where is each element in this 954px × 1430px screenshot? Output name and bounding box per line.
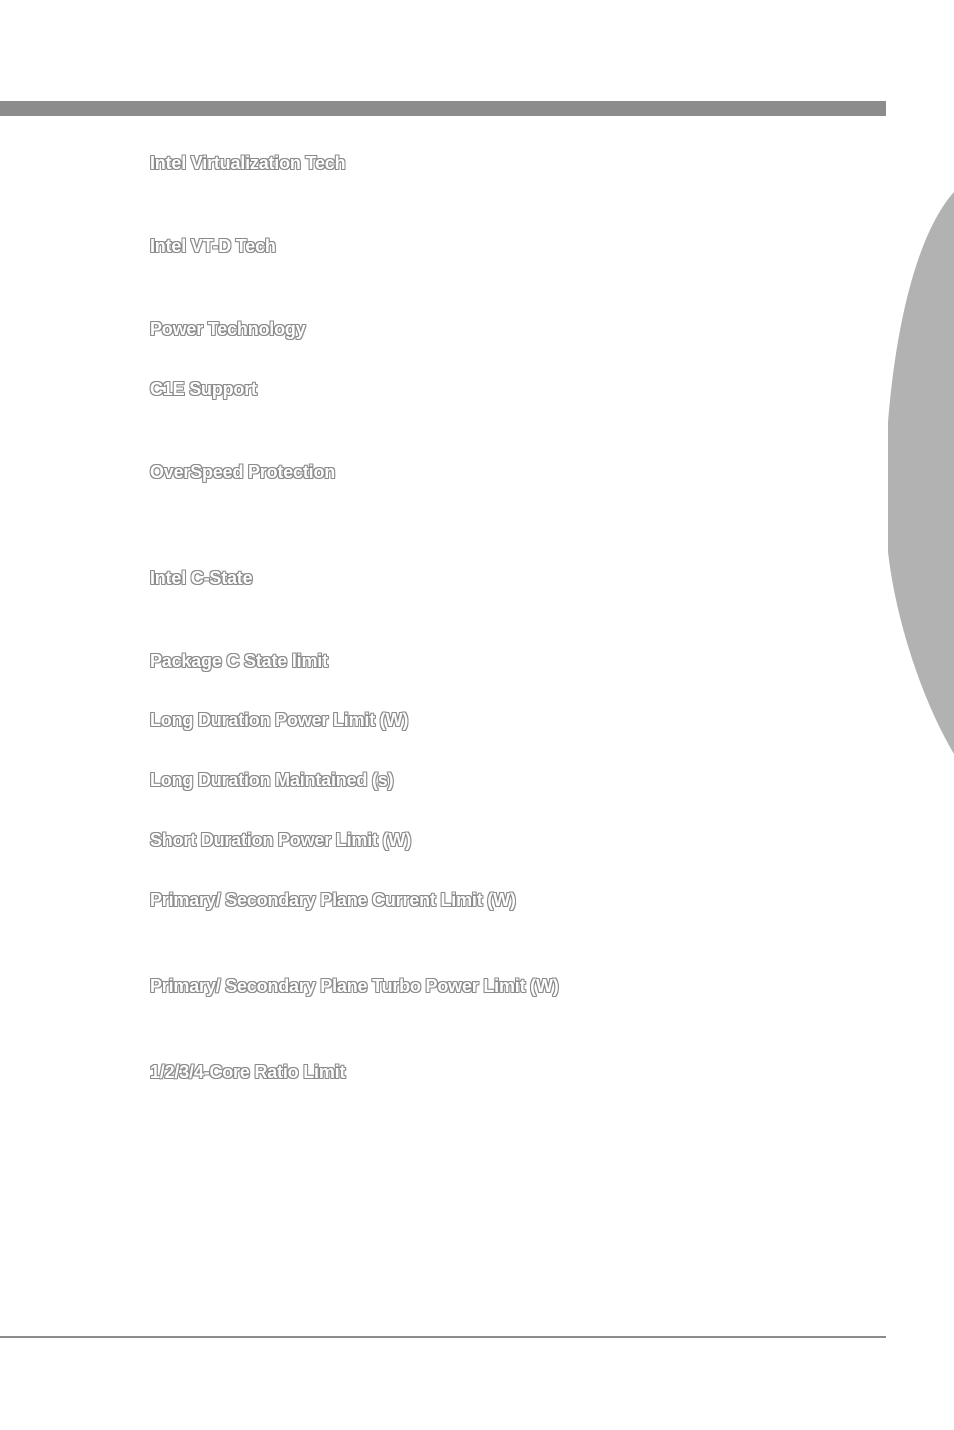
setting-long-duration-maintained: Long Duration Maintained (s) xyxy=(150,770,394,790)
setting-power-technology: Power Technology xyxy=(150,319,306,339)
setting-overspeed-protection: OverSpeed Protection xyxy=(150,462,336,482)
setting-long-duration-power-limit: Long Duration Power Limit (W) xyxy=(150,710,409,730)
setting-intel-c-state: Intel C-State xyxy=(150,568,253,588)
setting-plane-current-limit: Primary/ Secondary Plane Current Limit (W) xyxy=(150,890,516,910)
header-bar xyxy=(0,101,886,116)
setting-intel-vt-d-tech: Intel VT-D Tech xyxy=(150,236,276,256)
setting-c1e-support: C1E Support xyxy=(150,379,257,399)
setting-intel-virtualization-tech: Intel Virtualization Tech xyxy=(150,153,346,173)
setting-short-duration-power-limit: Short Duration Power Limit (W) xyxy=(150,830,411,850)
footer-rule xyxy=(0,1336,886,1338)
setting-plane-turbo-power-limit: Primary/ Secondary Plane Turbo Power Limit (W) xyxy=(150,976,559,996)
chapter-side-tab xyxy=(888,192,954,754)
setting-core-ratio-limit: 1/2/3/4-Core Ratio Limit xyxy=(150,1062,346,1082)
setting-package-c-state-limit: Package C State limit xyxy=(150,651,328,671)
side-tab-shape xyxy=(888,192,954,754)
